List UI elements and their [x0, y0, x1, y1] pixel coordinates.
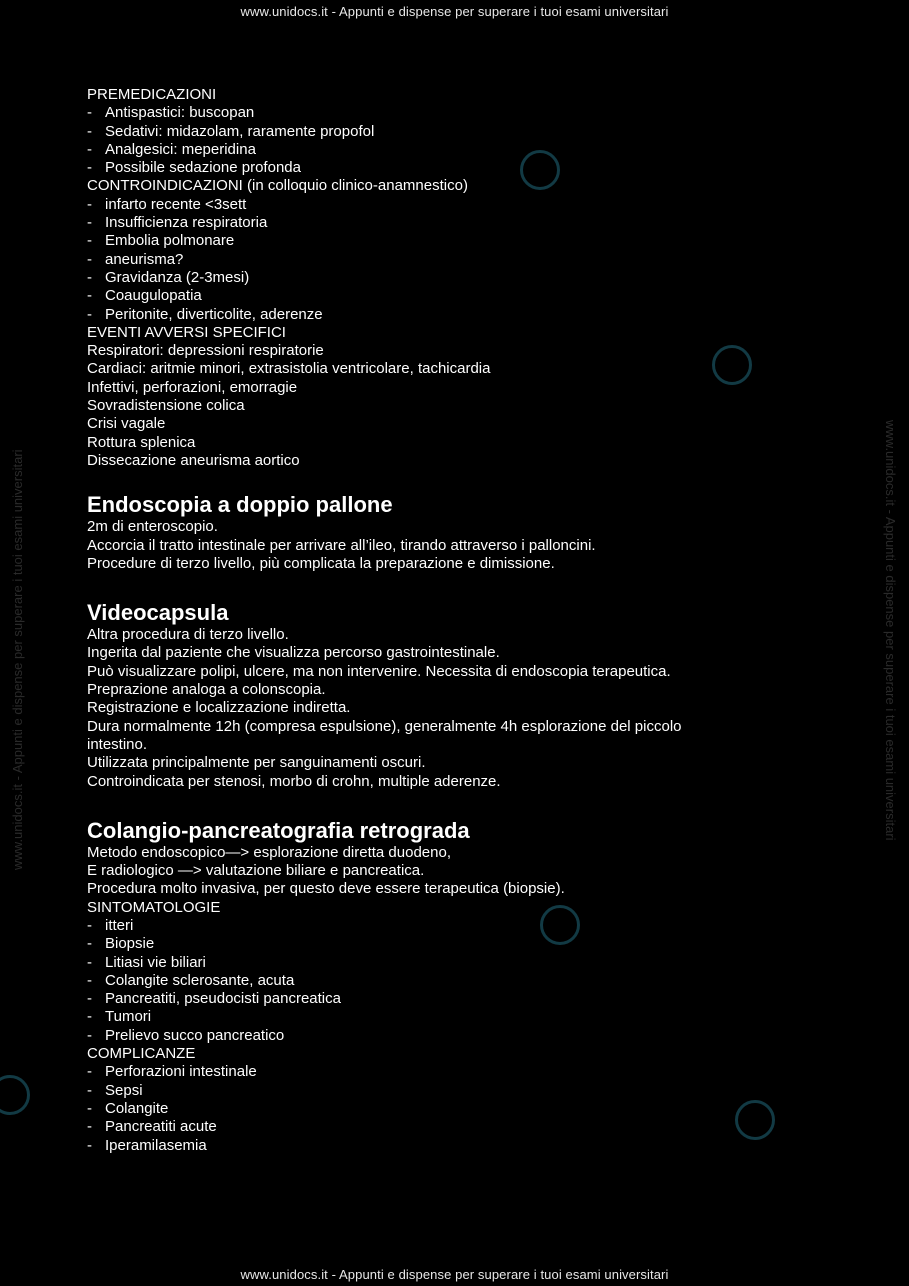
section-heading-ercp: Colangio-pancreatografia retrograda	[87, 817, 470, 843]
list-item	[87, 214, 867, 232]
list-item-text: Colangite sclerosante, acuta	[105, 971, 295, 989]
list-item	[87, 1082, 867, 1100]
text-line: Metodo endoscopico—> esplorazione diretta duodeno,	[87, 843, 451, 861]
list-item-text: Antispastici: buscopan	[105, 104, 255, 122]
list-item-text: Sedativi: midazolam, raramente propofol	[105, 122, 375, 140]
watermark-side-right: www.unidocs.it - Appunti e dispense per superare i tuoi esami universitari	[883, 420, 898, 841]
list-item	[87, 123, 867, 141]
bullet-dash: -	[87, 287, 92, 305]
list-item-text: Coaugulopatia	[105, 287, 202, 305]
text-line: Procedura molto invasiva, per questo deve essere terapeutica (biopsie).	[87, 880, 565, 898]
bullet-dash: -	[87, 268, 92, 286]
bullet-dash: -	[87, 1099, 92, 1117]
bullet-dash: -	[87, 305, 92, 323]
list-item	[87, 917, 867, 935]
section-body-ercp	[87, 844, 867, 899]
bullet-dash: -	[87, 159, 92, 177]
list-item	[87, 1137, 867, 1155]
list-item-text: Insufficienza respiratoria	[105, 214, 268, 232]
complications-title: COMPLICANZE	[87, 1045, 196, 1063]
bullet-dash: -	[87, 1118, 92, 1136]
text-line: Preprazione analoga a colonscopia.	[87, 681, 326, 699]
text-line: Utilizzata principalmente per sanguinamenti oscuri.	[87, 754, 426, 772]
list-item	[87, 954, 867, 972]
text-line: Rottura splenica	[87, 433, 196, 451]
list-item-text: Iperamilasemia	[105, 1136, 207, 1154]
text-line: Infettivi, perforazioni, emorragie	[87, 378, 298, 396]
watermark-side-left: www.unidocs.it - Appunti e dispense per superare i tuoi esami universitari	[10, 449, 25, 870]
section-body-videocapsule	[87, 626, 867, 791]
list-item	[87, 251, 867, 269]
list-item	[87, 990, 867, 1008]
list-item-text: Analgesici: meperidina	[105, 140, 256, 158]
list-item-text: Sepsi	[105, 1081, 143, 1099]
bullet-dash: -	[87, 1136, 92, 1154]
bullet-dash: -	[87, 1063, 92, 1081]
text-line: Procedure di terzo livello, più complicata la preparazione e dimissione.	[87, 554, 555, 572]
text-line: Dissecazione aneurisma aortico	[87, 451, 300, 469]
list-item	[87, 287, 867, 305]
list-item-text: Peritonite, diverticolite, aderenze	[105, 305, 323, 323]
text-line: Accorcia il tratto intestinale per arrivare all’ileo, tirando attraverso i palloncini.	[87, 536, 596, 554]
symptoms-title: SINTOMATOLOGIE	[87, 898, 221, 916]
list-item	[87, 232, 867, 250]
list-item	[87, 104, 867, 122]
bullet-dash: -	[87, 104, 92, 122]
section-heading-double-balloon: Endoscopia a doppio pallone	[87, 492, 393, 518]
bullet-dash: -	[87, 990, 92, 1008]
bullet-dash: -	[87, 971, 92, 989]
bullet-dash: -	[87, 1008, 92, 1026]
bullet-dash: -	[87, 1026, 92, 1044]
text-line: intestino.	[87, 735, 148, 753]
list-item-text: Litiasi vie biliari	[105, 953, 206, 971]
bullet-dash: -	[87, 1081, 92, 1099]
list-item	[87, 269, 867, 287]
list-item	[87, 1027, 867, 1045]
contraindications-title: CONTROINDICAZIONI (in colloquio clinico-anamnestico)	[87, 177, 468, 195]
list-item	[87, 1008, 867, 1026]
section-body-double-balloon	[87, 518, 867, 573]
bullet-dash: -	[87, 195, 92, 213]
symptoms-list	[87, 917, 867, 1045]
bullet-dash: -	[87, 140, 92, 158]
adverse-events-title: EVENTI AVVERSI SPECIFICI	[87, 323, 286, 341]
text-line: Può visualizzare polipi, ulcere, ma non intervenire. Necessita di endoscopia terapeutica.	[87, 662, 671, 680]
list-item	[87, 1118, 867, 1136]
list-item	[87, 1100, 867, 1118]
adverse-events-list	[87, 342, 867, 470]
bullet-dash: -	[87, 250, 92, 268]
bullet-dash: -	[87, 214, 92, 232]
document-body	[87, 86, 867, 1155]
list-item	[87, 306, 867, 324]
list-item-text: Pancreatiti acute	[105, 1118, 217, 1136]
list-item-text: Biopsie	[105, 935, 155, 953]
watermark-footer: www.unidocs.it - Appunti e dispense per superare i tuoi esami universitari	[240, 1267, 669, 1282]
list-item-text: Tumori	[105, 1008, 152, 1026]
bullet-dash: -	[87, 232, 92, 250]
list-item-text: Perforazioni intestinale	[105, 1063, 257, 1081]
unidocs-logo-icon	[0, 1075, 30, 1115]
text-line: 2m di enteroscopio.	[87, 518, 218, 536]
list-item	[87, 1063, 867, 1081]
list-item	[87, 141, 867, 159]
bullet-dash: -	[87, 935, 92, 953]
bullet-dash: -	[87, 953, 92, 971]
text-line: Ingerita dal paziente che visualizza percorso gastrointestinale.	[87, 644, 500, 662]
list-item-text: Gravidanza (2-3mesi)	[105, 268, 250, 286]
text-line: Controindicata per stenosi, morbo di crohn, multiple aderenze.	[87, 772, 501, 790]
bullet-dash: -	[87, 122, 92, 140]
list-item	[87, 972, 867, 990]
premedications-title: PREMEDICAZIONI	[87, 86, 217, 103]
list-item-text: aneurisma?	[105, 250, 184, 268]
list-item-text: Embolia polmonare	[105, 232, 235, 250]
text-line: Registrazione e localizzazione indiretta.	[87, 699, 351, 717]
bullet-dash: -	[87, 916, 92, 934]
list-item-text: Prelievo succo pancreatico	[105, 1026, 285, 1044]
section-heading-videocapsule: Videocapsula	[87, 600, 229, 626]
contraindications-list	[87, 196, 867, 324]
text-line: Altra procedura di terzo livello.	[87, 626, 289, 644]
text-line: Respiratori: depressioni respiratorie	[87, 342, 324, 360]
list-item	[87, 935, 867, 953]
premedications-list	[87, 104, 867, 177]
text-line: Sovradistensione colica	[87, 397, 245, 415]
list-item-text: itteri	[105, 916, 134, 934]
complications-list	[87, 1063, 867, 1154]
watermark-header: www.unidocs.it - Appunti e dispense per superare i tuoi esami universitari	[240, 4, 669, 19]
list-item-text: infarto recente <3sett	[105, 195, 247, 213]
text-line: Cardiaci: aritmie minori, extrasistolia ventricolare, tachicardia	[87, 360, 491, 378]
text-line: Crisi vagale	[87, 415, 166, 433]
text-line: Dura normalmente 12h (compresa espulsione), generalmente 4h esplorazione del piccolo	[87, 717, 682, 735]
list-item	[87, 159, 867, 177]
text-line: E radiologico —> valutazione biliare e pancreatica.	[87, 862, 425, 880]
list-item-text: Possibile sedazione profonda	[105, 159, 301, 177]
list-item-text: Colangite	[105, 1099, 169, 1117]
list-item	[87, 196, 867, 214]
list-item-text: Pancreatiti, pseudocisti pancreatica	[105, 990, 341, 1008]
